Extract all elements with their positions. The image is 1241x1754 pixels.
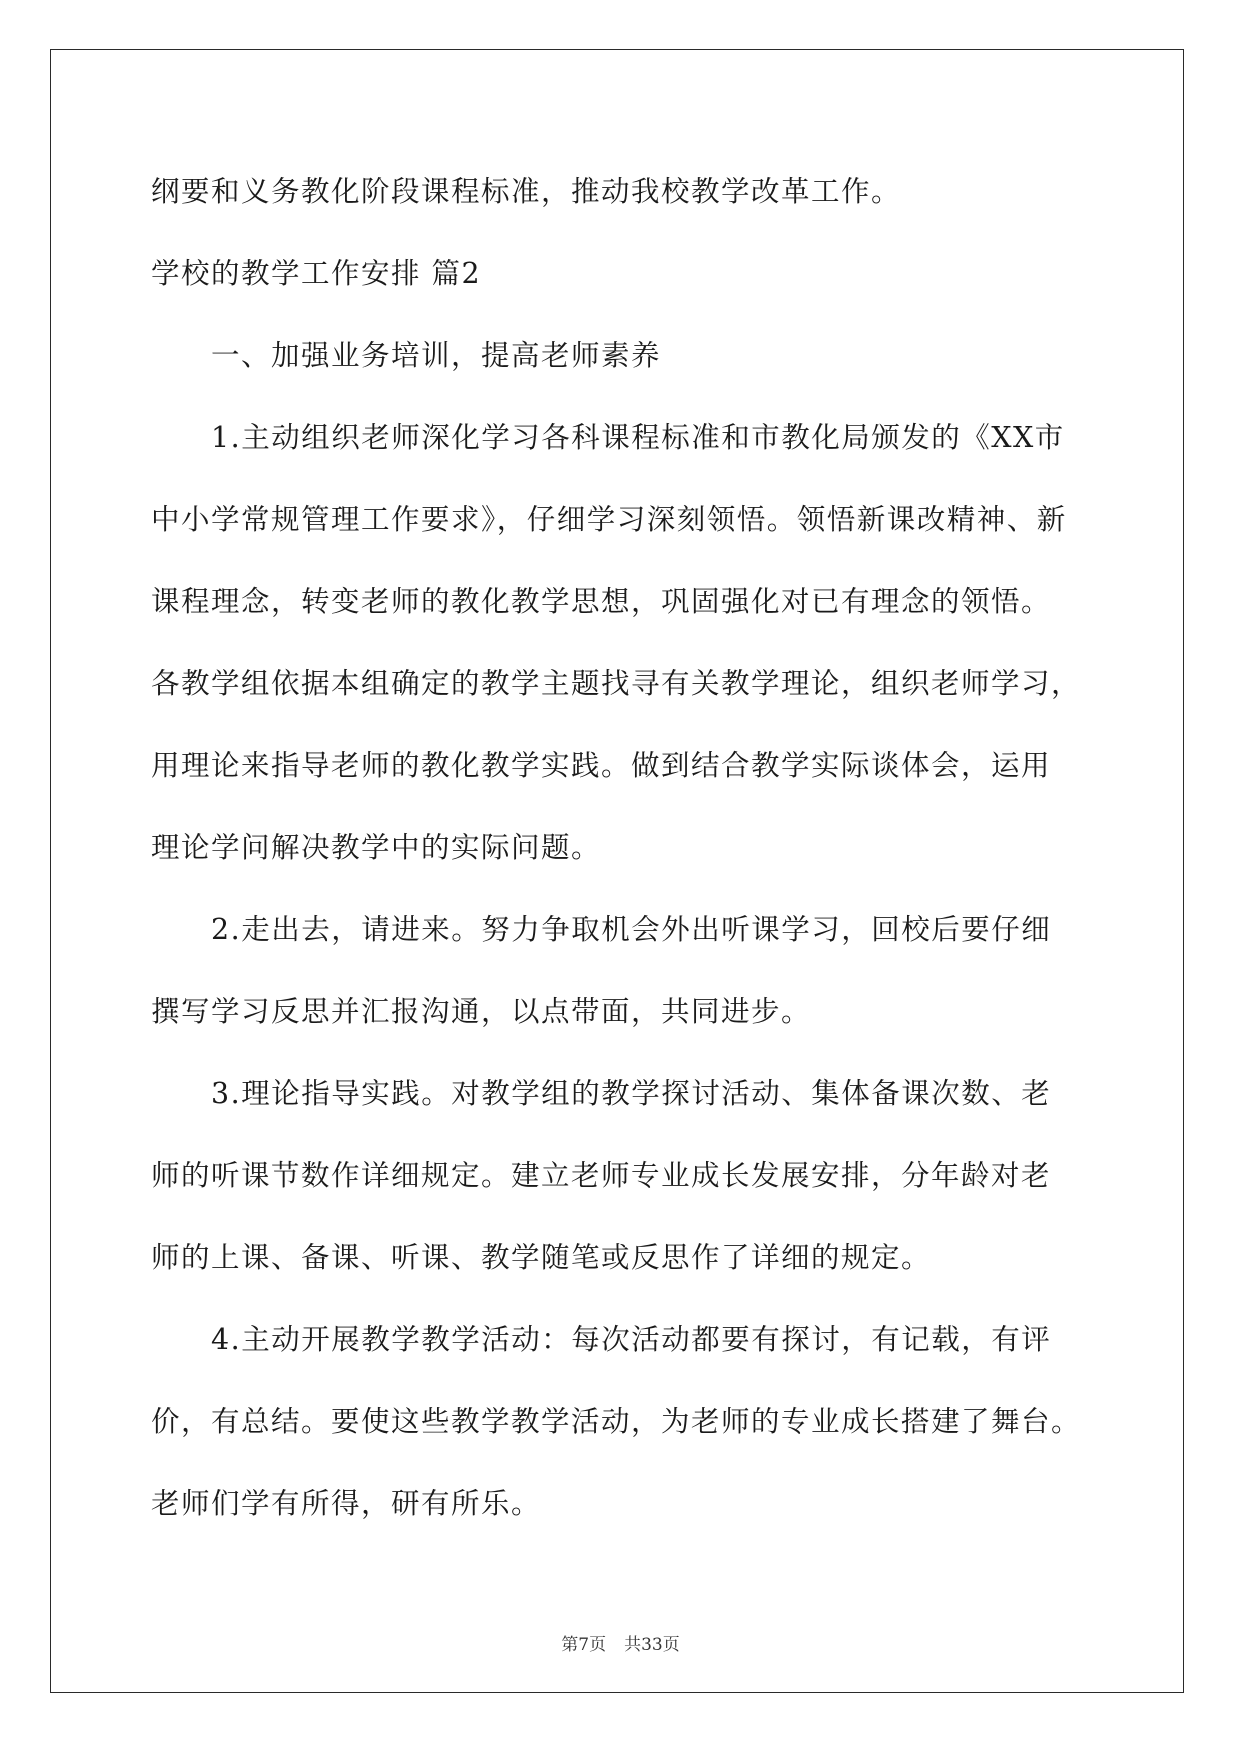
text-line: 中小学常规管理工作要求》，仔细学习深刻领悟。领悟新课改精神、新 bbox=[151, 503, 1067, 536]
text-line: 各教学组依据本组确定的教学主题找寻有关教学理论，组织老师学习， bbox=[151, 667, 1082, 700]
section-heading: 学校的教学工作安排 篇2 bbox=[151, 257, 482, 290]
text-line: 师的上课、备课、听课、教学随笔或反思作了详细的规定。 bbox=[151, 1241, 932, 1274]
text-line: 撰写学习反思并汇报沟通，以点带面，共同进步。 bbox=[151, 995, 812, 1028]
text-line: 4.主动开展教学教学活动：每次活动都要有探讨，有记载，有评 bbox=[211, 1323, 1052, 1356]
text-line: 1.主动组织老师深化学习各科课程标准和市教化局颁发的《XX市 bbox=[211, 421, 1065, 454]
text-line: 课程理念，转变老师的教化教学思想，巩固强化对已有理念的领悟。 bbox=[151, 585, 1052, 618]
page-border bbox=[50, 49, 1184, 1693]
page-number: 第7页 bbox=[561, 1635, 607, 1655]
text-line: 理论学问解决教学中的实际问题。 bbox=[151, 831, 602, 864]
text-line: 老师们学有所得，研有所乐。 bbox=[151, 1487, 542, 1520]
text-line: 3.理论指导实践。对教学组的教学探讨活动、集体备课次数、老 bbox=[211, 1077, 1052, 1110]
text-line: 师的听课节数作详细规定。建立老师专业成长发展安排，分年龄对老 bbox=[151, 1159, 1052, 1192]
page-footer bbox=[0, 1630, 1241, 1655]
page-total: 共33页 bbox=[624, 1635, 680, 1655]
text-line: 2.走出去，请进来。努力争取机会外出听课学习，回校后要仔细 bbox=[211, 913, 1052, 946]
subsection-heading: 一、加强业务培训，提高老师素养 bbox=[211, 339, 662, 372]
text-line: 纲要和义务教化阶段课程标准，推动我校教学改革工作。 bbox=[151, 175, 902, 208]
text-line: 用理论来指导老师的教化教学实践。做到结合教学实际谈体会，运用 bbox=[151, 749, 1052, 782]
text-line: 价，有总结。要使这些教学教学活动，为老师的专业成长搭建了舞台。 bbox=[151, 1405, 1082, 1438]
